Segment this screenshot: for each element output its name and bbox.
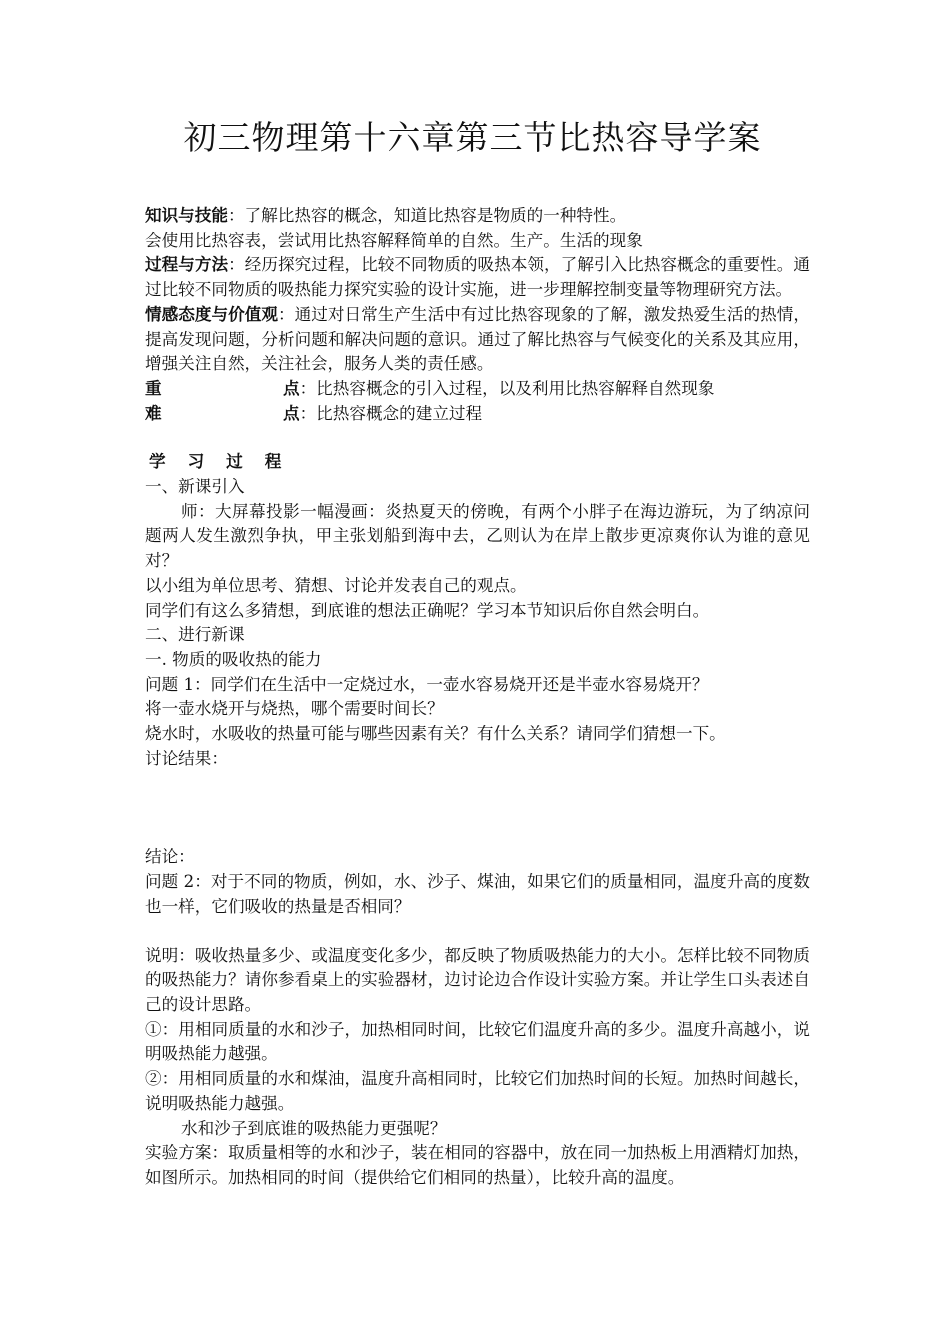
attitude-text: ：通过对日常生产生活中有过比热容现象的了解，激发热爱生活的热情，提高发现问题，分析问题和解决问题的意识。通过了解比热容与气候变化的关系及其应用，增强关注自然，关注社会，服务人类的责任感。 xyxy=(145,304,811,374)
explanation-paragraph: 说明：吸收热量多少、或温度变化多少，都反映了物质吸热能力的大小。怎样比较不同物质的吸热能力？请你参看桌上的实验器材，边讨论边合作设计实验方案。并让学生口头表述自己的设计思路。 xyxy=(145,945,810,1014)
key-point-label-right: 点 xyxy=(283,378,300,398)
intro-transition: 同学们有这么多猜想，到底谁的想法正确呢？学习本节知识后你自然会明白。 xyxy=(145,600,710,620)
process-objective xyxy=(145,253,810,302)
key-point-label-left: 重 xyxy=(145,378,162,398)
attitude-label: 情感态度与价值观 xyxy=(145,304,279,324)
difficulty-label-left: 难 xyxy=(145,403,162,423)
question-1c: 烧水时，水吸收的热量可能与哪些因素有关？有什么关系？请同学们猜想一下。 xyxy=(145,724,726,744)
knowledge-label: 知识与技能 xyxy=(145,206,228,225)
section-heading: 学习过程 xyxy=(149,452,304,472)
difficulty-row xyxy=(145,402,810,427)
method-2: ②：用相同质量的水和煤油，温度升高相同时，比较它们加热时间的长短。加热时间越长，说明吸热能力越强。 xyxy=(145,1069,810,1113)
question-1: 问题 1：同学们在生活中一定烧过水，一壶水容易烧开还是半壶水容易烧开？ xyxy=(145,674,709,694)
new-lesson-heading: 二、进行新课 xyxy=(145,625,245,645)
conclusion-label: 结论： xyxy=(145,847,195,867)
question-1b: 将一壶水烧开与烧热，哪个需要时间长？ xyxy=(145,699,444,719)
document-page xyxy=(145,118,810,1191)
intro-heading: 一、新课引入 xyxy=(145,477,245,497)
difficulty-text: ：比热容概念的建立过程 xyxy=(299,403,483,423)
knowledge-line2: 会使用比热容表，尝试用比热容解释简单的自然。生产。生活的现象 xyxy=(145,230,643,250)
blank-line xyxy=(145,920,810,944)
comparison-question: 水和沙子到底谁的吸热能力更强呢？ xyxy=(181,1118,447,1138)
subsection-heading: 一. 物质的吸收热的能力 xyxy=(145,649,322,669)
discussion-result-label: 讨论结果： xyxy=(145,748,228,768)
method-1: ①：用相同质量的水和沙子，加热相同时间，比较它们温度升高的多少。温度升高越小，说明吸热能力越强。 xyxy=(145,1019,810,1064)
key-point-text: ：比热容概念的引入过程，以及利用比热容解释自然现象 xyxy=(299,378,715,398)
knowledge-objective xyxy=(145,204,810,229)
answer-space xyxy=(145,771,810,845)
process-text: ：经历探究过程，比较不同物质的吸热本领，了解引入比热容概念的重要性。通过比较不同物质的吸热能力探究实验的设计实施，进一步理解控制变量等物理研究方法。 xyxy=(145,255,811,300)
question-2: 问题 2：对于不同的物质，例如，水、沙子、煤油，如果它们的质量相同，温度升高的度数也一样，它们吸收的热量是否相同？ xyxy=(145,872,810,916)
experiment-plan: 实验方案：取质量相等的水和沙子，装在相同的容器中，放在同一加热板上用酒精灯加热，如图所示。加热相同的时间（提供给它们相同的热量），比较升高的温度。 xyxy=(145,1143,810,1187)
attitude-objective xyxy=(145,303,810,377)
page-title: 初三物理第十六章第三节比热容导学案 xyxy=(183,118,762,157)
intro-group-task: 以小组为单位思考、猜想、讨论并发表自己的观点。 xyxy=(145,575,527,595)
knowledge-text: ：了解比热容的概念，知道比热容是物质的一种特性。 xyxy=(227,206,627,225)
key-point-row xyxy=(145,377,810,402)
process-label: 过程与方法 xyxy=(145,255,229,275)
intro-paragraph: 师：大屏幕投影一幅漫画：炎热夏天的傍晚，有两个小胖子在海边游玩，为了纳凉问题两人发生激烈争执，甲主张划船到海中去，乙则认为在岸上散步更凉爽你认为谁的意见对？ xyxy=(145,501,810,571)
difficulty-label-right: 点 xyxy=(283,403,300,423)
